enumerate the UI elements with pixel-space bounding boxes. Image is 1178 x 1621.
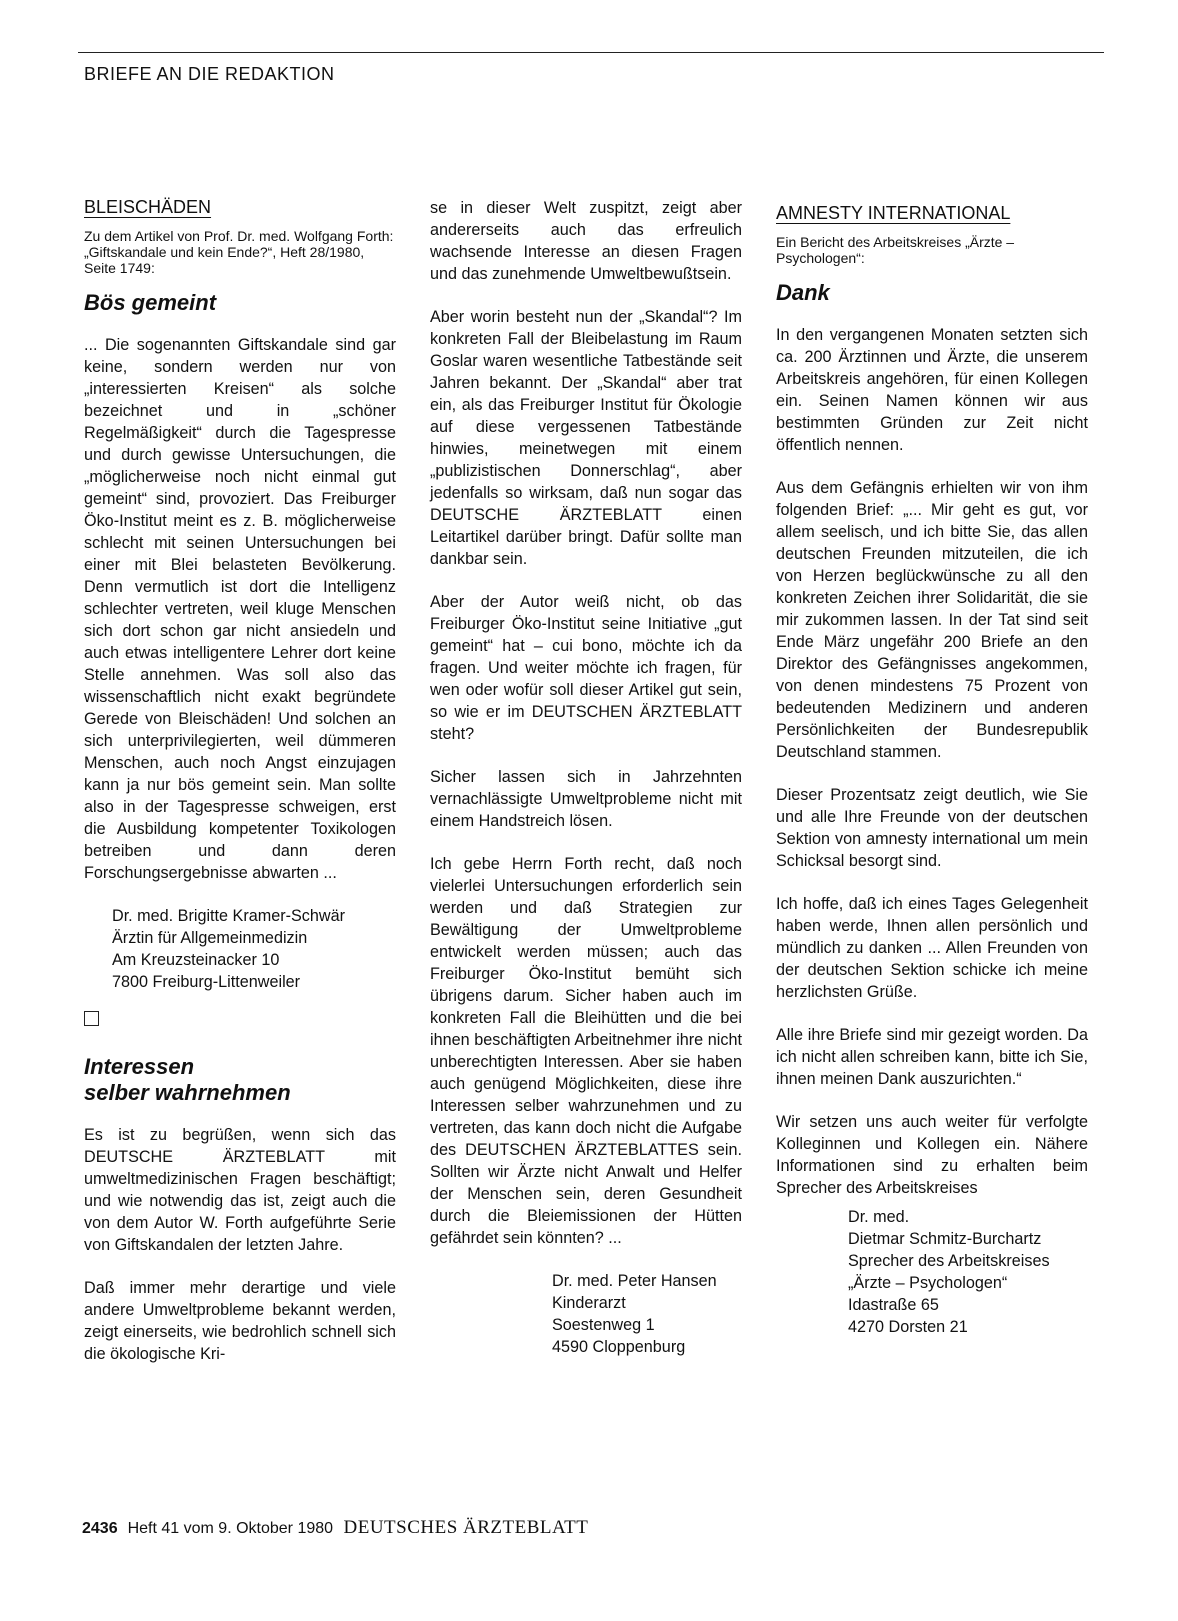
signature-line: 7800 Freiburg-Littenweiler — [112, 973, 301, 991]
column-2 — [430, 197, 742, 1376]
column-1 — [84, 196, 396, 1386]
end-of-letter-box-icon — [84, 1011, 99, 1026]
signature-line: Ärztin für Allgemeinmedizin — [112, 929, 308, 947]
letter-paragraph: Aus dem Gefängnis erhielten wir von ihm folgenden Brief: „... Mir geht es gut, vor allem seelisch, und ich bitte Sie, das allen deutschen Freunden mitzuteilen, die ich von Herzen beglückwünsche zu all den konkreten Zeichen ihrer Solidarität, die sie mir zukommen lassen. In der Tat sind seit Ende März ungefähr 200 Briefe an den Direktor des Gefängnisses angekommen, von denen mindestens 75 Prozent von bedeutenden Medizinern und anderen Persönlichkeiten der Bundesrepublik Deutschland stammen. — [776, 479, 1088, 761]
letter-signature — [112, 905, 396, 993]
letter-body: ... Die sogenannten Giftskandale sind gar keine, sondern werden nur von „interessierten Kreisen“ als solche bezeichnet und in „schöner Regelmäßigkeit“ durch die Tagespresse und durch gewisse Untersuchungen, die „möglicherweise noch nicht einmal gut gemeint“ sind, provoziert. Das Freiburger Öko-Institut meint es z. B. möglicherweise schlecht mit seinen Untersuchungen bei einer mit Blei belasteten Bevölkerung. Denn vermutlich ist dort die Intelligenz schlechter vertreten, weil kluge Menschen sich dort schon gar nicht ansiedeln und auch etwas intelligentere Lehrer dort keine Stelle annehmen. Was soll also das wissenschaftlich nicht exakt begründete Gerede von Bleischäden! Und solchen an sich unterprivilegierten, weil dümmeren Menschen, auch noch Angst einzujagen kann ja nur bös gemeint sein. Man sollte also in der Tagespresse schweigen, erst die Ausbildung kompetenter Toxikologen betreiben und dann deren Forschungsergebnisse abwarten ... — [84, 336, 396, 882]
section-heading-bleischaeden: BLEISCHÄDEN — [84, 197, 212, 217]
signature-line: Kinderarzt — [552, 1294, 626, 1312]
letter-paragraph: Alle ihre Briefe sind mir gezeigt worden. Da ich nicht allen schreiben kann, bitte ich Sie, ihnen meinen Dank auszurichten.“ — [776, 1026, 1088, 1088]
page-number: 2436 — [82, 1520, 118, 1537]
signature-line: Dietmar Schmitz-Burchartz — [848, 1230, 1042, 1248]
letter-title-dank: Dank — [776, 280, 830, 305]
letter-paragraph: Es ist zu begrüßen, wenn sich das DEUTSCHE ÄRZTEBLATT mit umweltmedizinischen Fragen beschäftigt; und wie notwendig das ist, zeigt auch die von dem Autor W. Forth aufgeführte Serie von Giftskandalen der letzten Jahre. — [84, 1126, 396, 1254]
letter-title-boes-gemeint: Bös gemeint — [84, 290, 217, 315]
column-3 — [776, 202, 1088, 1356]
letter-title-interessen — [84, 1054, 396, 1106]
signature-line: Dr. med. Peter Hansen — [552, 1272, 717, 1290]
letter-paragraph: se in dieser Welt zuspitzt, zeigt aber andererseits auch das erfreulich wachsende Interesse an diesen Fragen und das zunehmende Umweltbewußtsein. — [430, 199, 742, 283]
letter-paragraph: Aber worin besteht nun der „Skandal“? Im konkreten Fall der Bleibelastung im Raum Goslar waren wesentliche Tatbestände seit Jahren bekannt. Der „Skandal“ aber trat ein, als das Freiburger Institut für Ökologie auf diese vergessenen Tatbestände hinwies, meinetwegen mit einem „publizistischen Donnerschlag“, aber jedenfalls so wirksam, daß nun sogar das DEUTSCHE ÄRZTEBLATT einen Leitartikel darüber bringt. Dafür sollte man dankbar sein. — [430, 308, 742, 568]
section-intro: Zu dem Artikel von Prof. Dr. med. Wolfgang Forth: „Giftskandale und kein Ende?“, Heft 28/1980, Seite 1749: — [84, 228, 394, 276]
top-rule — [78, 52, 1104, 53]
journal-name: DEUTSCHES ÄRZTEBLATT — [343, 1517, 589, 1538]
letter-paragraph: Dieser Prozentsatz zeigt deutlich, wie Sie und alle Ihre Freunde von der deutschen Sektion von amnesty international um mein Schicksal besorgt sind. — [776, 786, 1088, 870]
signature-line: Dr. med. Brigitte Kramer-Schwär — [112, 907, 345, 925]
letter-paragraph: Sicher lassen sich in Jahrzehnten vernachlässigte Umweltprobleme nicht mit einem Handstreich lösen. — [430, 768, 742, 830]
title-line: selber wahrnehmen — [84, 1080, 291, 1105]
section-heading-amnesty: AMNESTY INTERNATIONAL — [776, 203, 1011, 223]
section-intro: Ein Bericht des Arbeitskreises „Ärzte – Psychologen“: — [776, 234, 1015, 266]
letter-signature — [848, 1206, 1088, 1338]
letter-paragraph: Wir setzen uns auch weiter für verfolgte Kolleginnen und Kollegen ein. Nähere Informationen sind zu erhalten beim Sprecher des Arbeitskreises — [776, 1113, 1088, 1197]
signature-line: 4590 Cloppenburg — [552, 1338, 686, 1356]
letter-paragraph: In den vergangenen Monaten setzten sich ca. 200 Ärztinnen und Ärzte, die unserem Arbeitskreis angehören, für einen Kollegen ein. Seinen Namen können wir aus bestimmten Gründen zur Zeit nicht öffentlich nennen. — [776, 326, 1088, 454]
signature-line: Dr. med. — [848, 1208, 910, 1226]
letter-paragraph: Daß immer mehr derartige und viele andere Umweltprobleme bekannt werden, zeigt einerseits, wie bedrohlich schnell sich die ökologische Kri- — [84, 1279, 396, 1363]
page-footer — [82, 1517, 588, 1539]
signature-line: Soestenweg 1 — [552, 1316, 655, 1334]
issue-info: Heft 41 vom 9. Oktober 1980 — [127, 1520, 334, 1537]
title-line: Interessen — [84, 1054, 195, 1079]
letter-paragraph: Ich gebe Herrn Forth recht, daß noch vielerlei Untersuchungen erforderlich sein werden und daß Strategien zur Bewältigung der Umweltprobleme entwickelt werden müssen; auch das Freiburger Öko-Institut bemüht sich übrigens darum. Sicher haben auch im konkreten Fall die Bleihütten und die bei ihnen beschäftigten Arbeitnehmer ihre nicht unberechtigten Interessen. Aber sie haben auch genügend Möglichkeiten, diese ihre Interessen selber wahrzunehmen und zu vertreten, das kann doch nicht die Aufgabe des DEUTSCHEN ÄRZTEBLATTES sein. Sollten wir Ärzte nicht Anwalt und Helfer der Menschen sein, deren Gesundheit durch die Bleiemissionen der Hütten gefährdet sein könnten? ... — [430, 855, 742, 1247]
signature-line: Idastraße 65 — [848, 1296, 939, 1314]
signature-line: Am Kreuzsteinacker 10 — [112, 951, 280, 969]
letter-signature — [552, 1270, 742, 1358]
page-header: BRIEFE AN DIE REDAKTION — [84, 64, 335, 84]
signature-line: 4270 Dorsten 21 — [848, 1318, 968, 1336]
signature-line: „Ärzte – Psychologen“ — [848, 1274, 1008, 1292]
signature-line: Sprecher des Arbeitskreises — [848, 1252, 1050, 1270]
letter-paragraph: Ich hoffe, daß ich eines Tages Gelegenheit haben werde, Ihnen allen persönlich und mündlich zu danken ... Allen Freunden von der deutschen Sektion schicke ich meine herzlichsten Grüße. — [776, 895, 1088, 1001]
letter-paragraph: Aber der Autor weiß nicht, ob das Freiburger Öko-Institut seine Initiative „gut gemeint“ hat – cui bono, möchte ich da fragen. Und weiter möchte ich fragen, für wen oder wofür soll dieser Artikel gut sein, so wie er im DEUTSCHEN ÄRZTEBLATT steht? — [430, 593, 742, 743]
